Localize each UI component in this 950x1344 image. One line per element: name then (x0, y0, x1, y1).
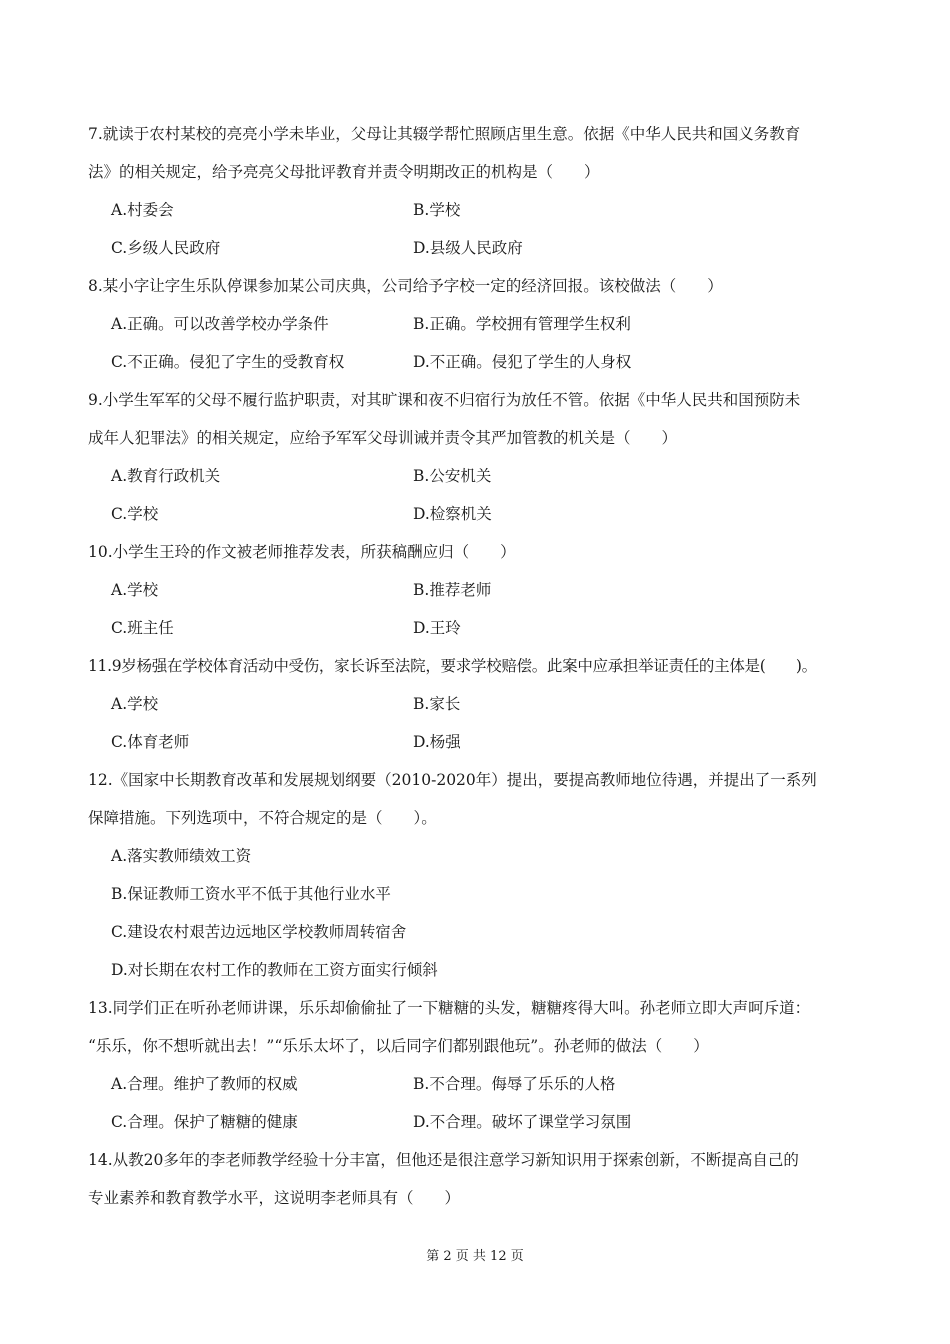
question-7-text: 7.就读于农村某校的亮亮小学未毕业，父母让其辍学帮忙照顾店里生意。依据《中华人民共和国义务教育 (88, 125, 801, 143)
question-11-option-c: C.体育老师 (111, 733, 190, 751)
question-12-text: 12.《国家中长期教育改革和发展规划纲要（2010-2020年）提出，要提高教师地位待遇，并提出了一系列 (88, 771, 817, 789)
question-7-option-a: A.村委会 (111, 201, 174, 219)
page-number-footer: 第 2 页 共 12 页 (426, 1249, 524, 1264)
question-13-option-a: A.合理。维护了教师的权威 (111, 1075, 298, 1093)
question-9-text: 9.小学生军军的父母不履行监护职责，对其旷课和夜不归宿行为放任不管。依据《中华人民共和国预防未 (88, 391, 801, 409)
question-10-option-c: C.班主任 (111, 619, 174, 637)
question-14-text: 14.从教20多年的李老师教学经验十分丰富，但他还是很注意学习新知识用于探索创新，不断提高自己的 (88, 1151, 799, 1169)
question-9-option-b: B.公安机关 (413, 467, 492, 485)
question-7-option-d: D.县级人民政府 (413, 239, 523, 257)
question-13-text: 13.同学们正在听孙老师讲课，乐乐却偷偷扯了一下糖糖的头发，糖糖疼得大叫。孙老师立即大声呵斥道： (88, 999, 811, 1017)
question-11-option-b: B.家长 (413, 695, 461, 713)
question-9-option-d: D.检察机关 (413, 505, 492, 523)
question-7-option-b: B.学校 (413, 201, 461, 219)
question-8-option-b: B.正确。学校拥有管理学生权利 (413, 315, 631, 333)
question-12-option-d: D.对长期在农村工作的教师在工资方面实行倾斜 (111, 961, 438, 979)
question-8-option-c: C.不正确。侵犯了字生的受教育权 (111, 353, 345, 371)
question-12-option-a: A.落实教师绩效工资 (111, 847, 252, 865)
question-10-option-d: D.王玲 (413, 619, 461, 637)
question-12-text-cont: 保障措施。下列选项中，不符合规定的是（ ）。 (88, 809, 437, 827)
question-10-text: 10.小学生王玲的作文被老师推荐发表，所获稿酬应归（ ） (88, 543, 516, 561)
question-13-option-c: C.合理。保护了糖糖的健康 (111, 1113, 298, 1131)
question-11-text: 11.9岁杨强在学校体育活动中受伤，家长诉至法院，要求学校赔偿。此案中应承担举证责任的主体是( )。 (88, 657, 817, 675)
question-8-option-a: A.正确。可以改善学校办学条件 (111, 315, 329, 333)
question-12-option-c: C.建设农村艰苦边远地区学校教师周转宿舍 (111, 923, 407, 941)
question-8-text: 8.某小字让字生乐队停课参加某公司庆典，公司给予字校一定的经济回报。该校做法（ ） (88, 277, 723, 295)
question-9-text-cont: 成年人犯罪法》的相关规定，应给予军军父母训诫并责令其严加管教的机关是（ ） (88, 429, 678, 447)
question-13-option-b: B.不合理。侮辱了乐乐的人格 (413, 1075, 616, 1093)
question-7-text-cont: 法》的相关规定，给予亮亮父母批评教育并责令明期改正的机构是（ ） (88, 163, 600, 181)
question-10-option-a: A.学校 (111, 581, 159, 599)
question-12-option-b: B.保证教师工资水平不低于其他行业水平 (111, 885, 391, 903)
question-9-option-c: C.学校 (111, 505, 159, 523)
question-11-option-d: D.杨强 (413, 733, 461, 751)
question-13-option-d: D.不合理。破坏了课堂学习氛围 (413, 1113, 632, 1131)
question-9-option-a: A.教育行政机关 (111, 467, 221, 485)
question-13-text-cont: “乐乐，你不想听就出去！”“乐乐太坏了，以后同字们都别跟他玩”。孙老师的做法（ ） (88, 1037, 709, 1055)
question-10-option-b: B.推荐老师 (413, 581, 492, 599)
question-7-option-c: C.乡级人民政府 (111, 239, 221, 257)
question-8-option-d: D.不正确。侵犯了学生的人身权 (413, 353, 632, 371)
question-14-text-cont: 专业素养和教育教学水平，这说明李老师具有（ ） (88, 1189, 461, 1207)
question-11-option-a: A.学校 (111, 695, 159, 713)
